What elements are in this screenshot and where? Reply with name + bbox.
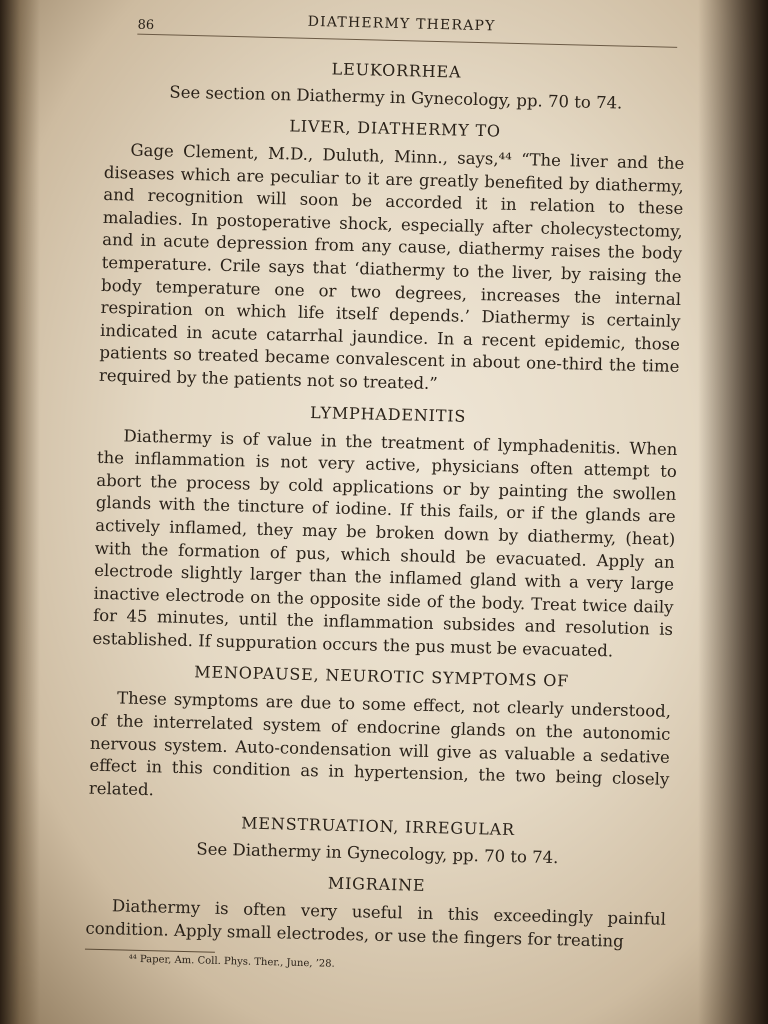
section-heading-menopause: MENOPAUSE, NEUROTIC SYMPTOMS OF: [194, 662, 570, 691]
section-text-menopause: These symptoms are due to some effect, not clearly understood, of the interrelated system of endocrine glands on the autonomic nervous system. Auto-condensation will give as valuable a sedative effect in this condition as in hypertension, the two being closely related.: [88, 688, 672, 800]
section-heading-liver: LIVER, DIATHERMY TO: [289, 116, 502, 141]
section-text-menstruation: See Diathermy in Gynecology, pp. 70 to 74.: [196, 839, 559, 868]
section-text-liver: Gage Clement, M.D., Duluth, Minn., says,⁴⁴ “The liver and the diseases which are peculiar to it are greatly benefited by diathermy, and recognition will soon be accorded it in relation to these maladies. In postoperative shock, especially after cholecystectomy, and in acute depression from any cause, diathermy raises the body temperature. Crile says that ‘diathermy to the liver, by raising the body temperature one or two degrees, increases the internal respiration on which life itself depends.’ Diathermy is certainly indicated in acute catarrhal jaundice. In a recent epidemic, those patients so treated became convalescent in about one-third the time required by the patients not so treated.”: [98, 140, 685, 394]
page-header: [137, 4, 678, 48]
section-heading-leukorrhea: LEUKORRHEA: [331, 59, 462, 82]
section-text-migraine: Diathermy is often very useful in this exceedingly painful condition. Apply small electrodes, or use the fingers for treating: [85, 896, 667, 951]
section-text-lymphadenitis: Diathermy is of value in the treatment of lymphadenitis. When the inflammation is not very active, physicians often attempt to abort the process by cold applications or by painting the swollen glands with the tincture of iodine. If this fails, or if the glands are actively inflamed, they may be broken down by diathermy, (heat) with the formation of pus, which should be evacuated. Apply an electrode slightly larger than the inflamed gland with a very large inactive electrode on the opposite side of the body. Treat twice daily for 45 minutes, until the inflammation subsides and resolution is established. If suppuration occurs the pus must be evacuated.: [92, 425, 678, 661]
section-heading-menstruation: MENSTRUATION, IRREGULAR: [241, 813, 516, 840]
section-heading-lymphadenitis: LYMPHADENITIS: [309, 402, 467, 426]
section-heading-migraine: MIGRAINE: [327, 873, 426, 896]
footnote: ⁴⁴ Paper, Am. Coll. Phys. Ther., June, ’28.: [128, 953, 335, 970]
page-number: 86: [137, 17, 155, 34]
book-page: [84, 3, 688, 1017]
page-left-shadow: [0, 0, 40, 1024]
section-text-leukorrhea: See section on Diathermy in Gynecology, pp. 70 to 74.: [169, 82, 623, 113]
running-head: DIATHERMY THERAPY: [307, 13, 496, 35]
book-spine-shadow: [698, 0, 768, 1024]
